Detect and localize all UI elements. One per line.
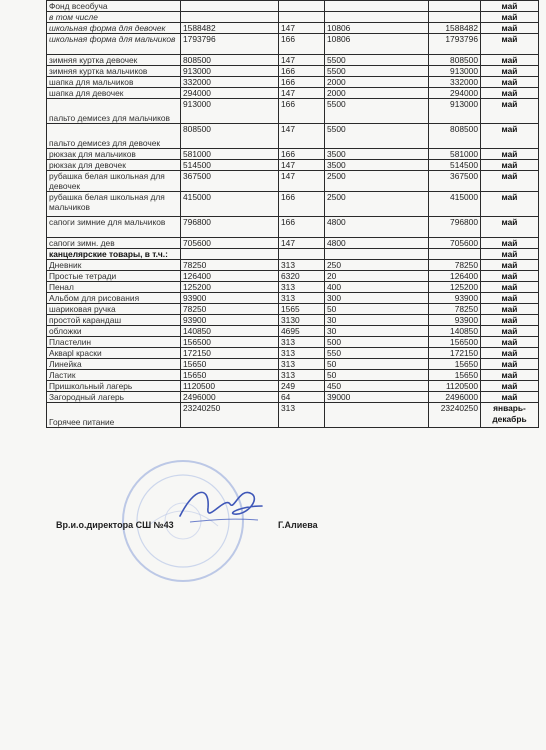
item-name-cell: Простые тетради bbox=[47, 271, 181, 282]
total-amount-cell: 1588482 bbox=[181, 23, 279, 34]
quantity-cell: 3130 bbox=[279, 315, 325, 326]
unit-price-cell: 550 bbox=[325, 348, 429, 359]
total-amount-cell: 93900 bbox=[181, 293, 279, 304]
table-row bbox=[47, 192, 539, 217]
quantity-cell: 313 bbox=[279, 282, 325, 293]
total-amount-cell: 808500 bbox=[181, 55, 279, 66]
total-amount-cell bbox=[181, 249, 279, 260]
month-cell: май bbox=[481, 249, 539, 260]
sum-amount-cell bbox=[429, 249, 481, 260]
table-row bbox=[47, 271, 539, 282]
quantity-cell: 147 bbox=[279, 23, 325, 34]
sum-amount-cell: 93900 bbox=[429, 315, 481, 326]
item-name-cell: школьная форма для мальчиков bbox=[47, 34, 181, 55]
item-name-cell: Акварl краски bbox=[47, 348, 181, 359]
total-amount-cell: 140850 bbox=[181, 326, 279, 337]
total-amount-cell: 514500 bbox=[181, 160, 279, 171]
quantity-cell: 166 bbox=[279, 192, 325, 217]
total-amount-cell: 78250 bbox=[181, 260, 279, 271]
month-cell: май bbox=[481, 326, 539, 337]
quantity-cell: 147 bbox=[279, 160, 325, 171]
quantity-cell: 313 bbox=[279, 370, 325, 381]
total-amount-cell: 126400 bbox=[181, 271, 279, 282]
unit-price-cell bbox=[325, 1, 429, 12]
quantity-cell: 313 bbox=[279, 403, 325, 428]
month-cell: май bbox=[481, 282, 539, 293]
unit-price-cell: 500 bbox=[325, 337, 429, 348]
total-amount-cell bbox=[181, 12, 279, 23]
budget-table-body bbox=[47, 1, 539, 428]
unit-price-cell: 5500 bbox=[325, 66, 429, 77]
item-name-cell: канцелярские товары, в т.ч.: bbox=[47, 249, 181, 260]
quantity-cell: 313 bbox=[279, 359, 325, 370]
month-cell: май bbox=[481, 23, 539, 34]
unit-price-cell bbox=[325, 249, 429, 260]
month-cell: май bbox=[481, 315, 539, 326]
total-amount-cell: 808500 bbox=[181, 124, 279, 149]
sum-amount-cell: 15650 bbox=[429, 359, 481, 370]
total-amount-cell: 15650 bbox=[181, 370, 279, 381]
sum-amount-cell: 913000 bbox=[429, 66, 481, 77]
item-name-cell: Фонд всеобуча bbox=[47, 1, 181, 12]
total-amount-cell: 78250 bbox=[181, 304, 279, 315]
table-row bbox=[47, 304, 539, 315]
sum-amount-cell: 1793796 bbox=[429, 34, 481, 55]
month-cell: май bbox=[481, 293, 539, 304]
item-name-cell: Ластик bbox=[47, 370, 181, 381]
sum-amount-cell: 156500 bbox=[429, 337, 481, 348]
total-amount-cell: 23240250 bbox=[181, 403, 279, 428]
total-amount-cell: 93900 bbox=[181, 315, 279, 326]
unit-price-cell bbox=[325, 12, 429, 23]
table-row bbox=[47, 348, 539, 359]
sum-amount-cell: 93900 bbox=[429, 293, 481, 304]
month-cell: май bbox=[481, 217, 539, 238]
table-row bbox=[47, 99, 539, 124]
total-amount-cell bbox=[181, 1, 279, 12]
table-row bbox=[47, 149, 539, 160]
month-cell: май bbox=[481, 149, 539, 160]
sum-amount-cell: 913000 bbox=[429, 99, 481, 124]
quantity-cell: 166 bbox=[279, 217, 325, 238]
quantity-cell: 147 bbox=[279, 124, 325, 149]
unit-price-cell: 20 bbox=[325, 271, 429, 282]
month-cell: май bbox=[481, 238, 539, 249]
table-row bbox=[47, 249, 539, 260]
month-cell: январь-декабрь bbox=[481, 403, 539, 428]
table-row bbox=[47, 77, 539, 88]
sum-amount-cell: 1588482 bbox=[429, 23, 481, 34]
table-row bbox=[47, 66, 539, 77]
quantity-cell: 6320 bbox=[279, 271, 325, 282]
month-cell: май bbox=[481, 370, 539, 381]
table-row bbox=[47, 23, 539, 34]
total-amount-cell: 367500 bbox=[181, 171, 279, 192]
quantity-cell: 313 bbox=[279, 337, 325, 348]
item-name-cell: рюкзак для девочек bbox=[47, 160, 181, 171]
item-name-cell: зимняя куртка мальчиков bbox=[47, 66, 181, 77]
table-row bbox=[47, 34, 539, 55]
signature bbox=[170, 476, 270, 536]
item-name-cell: рюкзак для мальчиков bbox=[47, 149, 181, 160]
quantity-cell: 4695 bbox=[279, 326, 325, 337]
item-name-cell: Горячее питание bbox=[47, 403, 181, 428]
quantity-cell: 166 bbox=[279, 66, 325, 77]
table-row bbox=[47, 124, 539, 149]
unit-price-cell: 30 bbox=[325, 315, 429, 326]
total-amount-cell: 913000 bbox=[181, 99, 279, 124]
unit-price-cell: 50 bbox=[325, 304, 429, 315]
total-amount-cell: 1120500 bbox=[181, 381, 279, 392]
quantity-cell: 64 bbox=[279, 392, 325, 403]
table-row bbox=[47, 217, 539, 238]
unit-price-cell: 4800 bbox=[325, 217, 429, 238]
month-cell: май bbox=[481, 359, 539, 370]
month-cell: май bbox=[481, 381, 539, 392]
total-amount-cell: 15650 bbox=[181, 359, 279, 370]
sum-amount-cell: 78250 bbox=[429, 304, 481, 315]
month-cell: май bbox=[481, 304, 539, 315]
month-cell: май bbox=[481, 260, 539, 271]
item-name-cell: Линейка bbox=[47, 359, 181, 370]
quantity-cell: 249 bbox=[279, 381, 325, 392]
sum-amount-cell: 367500 bbox=[429, 171, 481, 192]
unit-price-cell: 10806 bbox=[325, 34, 429, 55]
month-cell: май bbox=[481, 337, 539, 348]
table-row bbox=[47, 392, 539, 403]
unit-price-cell bbox=[325, 403, 429, 428]
item-name-cell: сапоги зимн. дев bbox=[47, 238, 181, 249]
table-row bbox=[47, 260, 539, 271]
quantity-cell: 166 bbox=[279, 77, 325, 88]
sum-amount-cell: 172150 bbox=[429, 348, 481, 359]
sum-amount-cell: 705600 bbox=[429, 238, 481, 249]
unit-price-cell: 300 bbox=[325, 293, 429, 304]
item-name-cell: Дневник bbox=[47, 260, 181, 271]
unit-price-cell: 2500 bbox=[325, 192, 429, 217]
month-cell: май bbox=[481, 55, 539, 66]
sum-amount-cell: 808500 bbox=[429, 55, 481, 66]
sum-amount-cell: 808500 bbox=[429, 124, 481, 149]
item-name-cell: Пластелин bbox=[47, 337, 181, 348]
sum-amount-cell: 1120500 bbox=[429, 381, 481, 392]
unit-price-cell: 30 bbox=[325, 326, 429, 337]
month-cell: май bbox=[481, 392, 539, 403]
unit-price-cell: 4800 bbox=[325, 238, 429, 249]
unit-price-cell: 2000 bbox=[325, 77, 429, 88]
month-cell: май bbox=[481, 12, 539, 23]
month-cell: май bbox=[481, 88, 539, 99]
table-row bbox=[47, 12, 539, 23]
unit-price-cell: 3500 bbox=[325, 149, 429, 160]
sum-amount-cell: 514500 bbox=[429, 160, 481, 171]
table-row bbox=[47, 315, 539, 326]
item-name-cell: рубашка белая школьная для мальчиков bbox=[47, 192, 181, 217]
sum-amount-cell: 125200 bbox=[429, 282, 481, 293]
sum-amount-cell: 581000 bbox=[429, 149, 481, 160]
sum-amount-cell: 796800 bbox=[429, 217, 481, 238]
table-row bbox=[47, 88, 539, 99]
month-cell: май bbox=[481, 348, 539, 359]
item-name-cell: в том числе bbox=[47, 12, 181, 23]
unit-price-cell: 3500 bbox=[325, 160, 429, 171]
quantity-cell: 166 bbox=[279, 34, 325, 55]
item-name-cell: Альбом для рисования bbox=[47, 293, 181, 304]
sum-amount-cell: 78250 bbox=[429, 260, 481, 271]
month-cell: май bbox=[481, 1, 539, 12]
total-amount-cell: 2496000 bbox=[181, 392, 279, 403]
month-cell: май bbox=[481, 77, 539, 88]
total-amount-cell: 415000 bbox=[181, 192, 279, 217]
budget-table bbox=[46, 0, 539, 428]
table-row bbox=[47, 282, 539, 293]
item-name-cell: Загородный лагерь bbox=[47, 392, 181, 403]
sum-amount-cell: 23240250 bbox=[429, 403, 481, 428]
total-amount-cell: 796800 bbox=[181, 217, 279, 238]
total-amount-cell: 1793796 bbox=[181, 34, 279, 55]
month-cell: май bbox=[481, 99, 539, 124]
unit-price-cell: 5500 bbox=[325, 124, 429, 149]
quantity-cell: 147 bbox=[279, 88, 325, 99]
table-row bbox=[47, 160, 539, 171]
quantity-cell: 313 bbox=[279, 260, 325, 271]
item-name-cell: пальто демисез для девочек bbox=[47, 124, 181, 149]
month-cell: май bbox=[481, 124, 539, 149]
item-name-cell: Пришкольный лагерь bbox=[47, 381, 181, 392]
sum-amount-cell: 332000 bbox=[429, 77, 481, 88]
sum-amount-cell: 2496000 bbox=[429, 392, 481, 403]
item-name-cell: зимняя куртка девочек bbox=[47, 55, 181, 66]
unit-price-cell: 10806 bbox=[325, 23, 429, 34]
total-amount-cell: 156500 bbox=[181, 337, 279, 348]
item-name-cell: шапка для девочек bbox=[47, 88, 181, 99]
item-name-cell: сапоги зимние для мальчиков bbox=[47, 217, 181, 238]
quantity-cell bbox=[279, 1, 325, 12]
item-name-cell: Пенал bbox=[47, 282, 181, 293]
quantity-cell: 147 bbox=[279, 238, 325, 249]
table-row bbox=[47, 1, 539, 12]
item-name-cell: школьная форма для девочек bbox=[47, 23, 181, 34]
director-title: Вр.и.о.директора СШ №43 bbox=[56, 520, 174, 530]
quantity-cell: 147 bbox=[279, 55, 325, 66]
item-name-cell: рубашка белая школьная для девочек bbox=[47, 171, 181, 192]
total-amount-cell: 172150 bbox=[181, 348, 279, 359]
sum-amount-cell: 126400 bbox=[429, 271, 481, 282]
item-name-cell: пальто демисез для мальчиков bbox=[47, 99, 181, 124]
item-name-cell: шапка для мальчиков bbox=[47, 77, 181, 88]
quantity-cell: 166 bbox=[279, 149, 325, 160]
sum-amount-cell bbox=[429, 12, 481, 23]
item-name-cell: простой карандаш bbox=[47, 315, 181, 326]
quantity-cell: 1565 bbox=[279, 304, 325, 315]
unit-price-cell: 450 bbox=[325, 381, 429, 392]
table-row bbox=[47, 238, 539, 249]
item-name-cell: шариковая ручка bbox=[47, 304, 181, 315]
month-cell: май bbox=[481, 66, 539, 77]
sum-amount-cell bbox=[429, 1, 481, 12]
month-cell: май bbox=[481, 160, 539, 171]
table-row bbox=[47, 370, 539, 381]
table-row bbox=[47, 337, 539, 348]
unit-price-cell: 2500 bbox=[325, 171, 429, 192]
table-row bbox=[47, 55, 539, 66]
table-row bbox=[47, 326, 539, 337]
month-cell: май bbox=[481, 171, 539, 192]
unit-price-cell: 50 bbox=[325, 359, 429, 370]
quantity-cell: 147 bbox=[279, 171, 325, 192]
table-row bbox=[47, 171, 539, 192]
unit-price-cell: 39000 bbox=[325, 392, 429, 403]
table-row bbox=[47, 359, 539, 370]
unit-price-cell: 2000 bbox=[325, 88, 429, 99]
quantity-cell: 313 bbox=[279, 348, 325, 359]
unit-price-cell: 250 bbox=[325, 260, 429, 271]
unit-price-cell: 5500 bbox=[325, 55, 429, 66]
total-amount-cell: 913000 bbox=[181, 66, 279, 77]
table-row bbox=[47, 381, 539, 392]
total-amount-cell: 581000 bbox=[181, 149, 279, 160]
item-name-cell: обложки bbox=[47, 326, 181, 337]
sum-amount-cell: 294000 bbox=[429, 88, 481, 99]
quantity-cell: 166 bbox=[279, 99, 325, 124]
quantity-cell: 313 bbox=[279, 293, 325, 304]
month-cell: май bbox=[481, 271, 539, 282]
total-amount-cell: 705600 bbox=[181, 238, 279, 249]
sum-amount-cell: 415000 bbox=[429, 192, 481, 217]
sum-amount-cell: 140850 bbox=[429, 326, 481, 337]
director-name: Г.Алиева bbox=[278, 520, 318, 530]
month-cell: май bbox=[481, 34, 539, 55]
table-row bbox=[47, 403, 539, 428]
total-amount-cell: 332000 bbox=[181, 77, 279, 88]
unit-price-cell: 5500 bbox=[325, 99, 429, 124]
month-cell: май bbox=[481, 192, 539, 217]
total-amount-cell: 294000 bbox=[181, 88, 279, 99]
unit-price-cell: 400 bbox=[325, 282, 429, 293]
quantity-cell bbox=[279, 249, 325, 260]
quantity-cell bbox=[279, 12, 325, 23]
total-amount-cell: 125200 bbox=[181, 282, 279, 293]
unit-price-cell: 50 bbox=[325, 370, 429, 381]
table-row bbox=[47, 293, 539, 304]
sum-amount-cell: 15650 bbox=[429, 370, 481, 381]
